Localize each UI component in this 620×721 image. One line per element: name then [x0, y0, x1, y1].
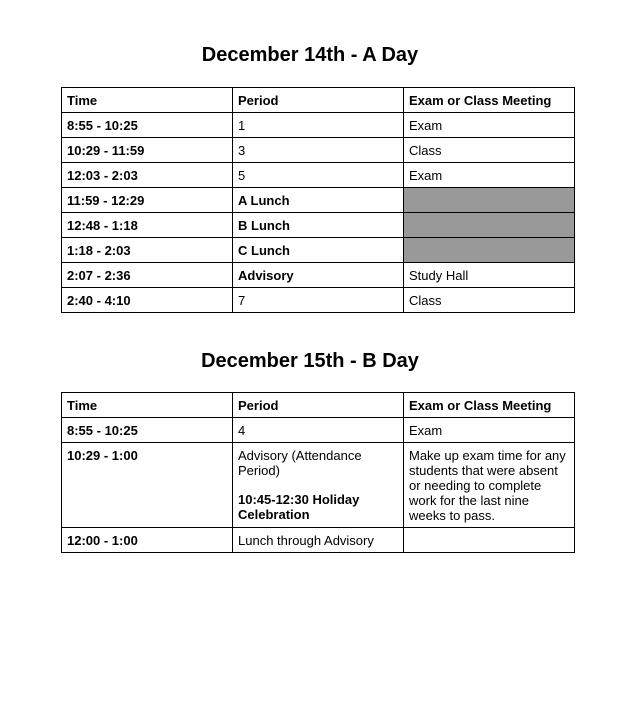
period-cell [233, 443, 404, 528]
meeting-cell: Exam [404, 418, 575, 443]
table-header-row [62, 393, 575, 418]
time-cell: 11:59 - 12:29 [62, 188, 233, 213]
meeting-cell: Exam [404, 113, 575, 138]
time-cell: 2:07 - 2:36 [62, 263, 233, 288]
period-cell: 5 [233, 163, 404, 188]
header-meeting: Exam or Class Meeting [404, 88, 575, 113]
table-row [62, 113, 575, 138]
period-cell: Advisory [233, 263, 404, 288]
header-period: Period [233, 393, 404, 418]
day1-title: December 14th - A Day [201, 44, 419, 66]
period-cell: A Lunch [233, 188, 404, 213]
time-cell: 8:55 - 10:25 [62, 418, 233, 443]
day2-title: December 15th - B Day [201, 350, 419, 372]
period-cell: B Lunch [233, 213, 404, 238]
shaded-cell [404, 238, 575, 263]
header-time: Time [62, 88, 233, 113]
header-meeting: Exam or Class Meeting [404, 393, 575, 418]
shaded-cell [404, 188, 575, 213]
day1-schedule-table [61, 87, 575, 313]
time-cell: 12:00 - 1:00 [62, 528, 233, 553]
time-cell: 12:03 - 2:03 [62, 163, 233, 188]
table-row [62, 263, 575, 288]
shaded-cell [404, 213, 575, 238]
table-row [62, 213, 575, 238]
period-cell: 3 [233, 138, 404, 163]
table-header-row [62, 88, 575, 113]
header-period: Period [233, 88, 404, 113]
table-row [62, 528, 575, 553]
day2-schedule-table [61, 392, 575, 553]
period-text: Advisory (Attendance Period) [238, 448, 362, 478]
meeting-cell: Class [404, 288, 575, 313]
table-row [62, 163, 575, 188]
table-row [62, 288, 575, 313]
table-row [62, 138, 575, 163]
time-cell: 10:29 - 1:00 [62, 443, 233, 528]
time-cell: 8:55 - 10:25 [62, 113, 233, 138]
period-cell: Lunch through Advisory [233, 528, 404, 553]
table-row [62, 443, 575, 528]
time-cell: 1:18 - 2:03 [62, 238, 233, 263]
time-cell: 12:48 - 1:18 [62, 213, 233, 238]
time-cell: 2:40 - 4:10 [62, 288, 233, 313]
period-cell: C Lunch [233, 238, 404, 263]
period-cell: 1 [233, 113, 404, 138]
meeting-cell: Study Hall [404, 263, 575, 288]
meeting-cell: Class [404, 138, 575, 163]
time-cell: 10:29 - 11:59 [62, 138, 233, 163]
meeting-cell: Make up exam time for any students that were absent or needing to complete work for the last nine weeks to pass. [404, 443, 575, 528]
meeting-cell [404, 528, 575, 553]
meeting-cell: Exam [404, 163, 575, 188]
header-time: Time [62, 393, 233, 418]
period-cell: 4 [233, 418, 404, 443]
period-cell: 7 [233, 288, 404, 313]
table-row [62, 188, 575, 213]
holiday-celebration-note: 10:45-12:30 Holiday Celebration [238, 492, 360, 522]
table-row [62, 238, 575, 263]
table-row [62, 418, 575, 443]
